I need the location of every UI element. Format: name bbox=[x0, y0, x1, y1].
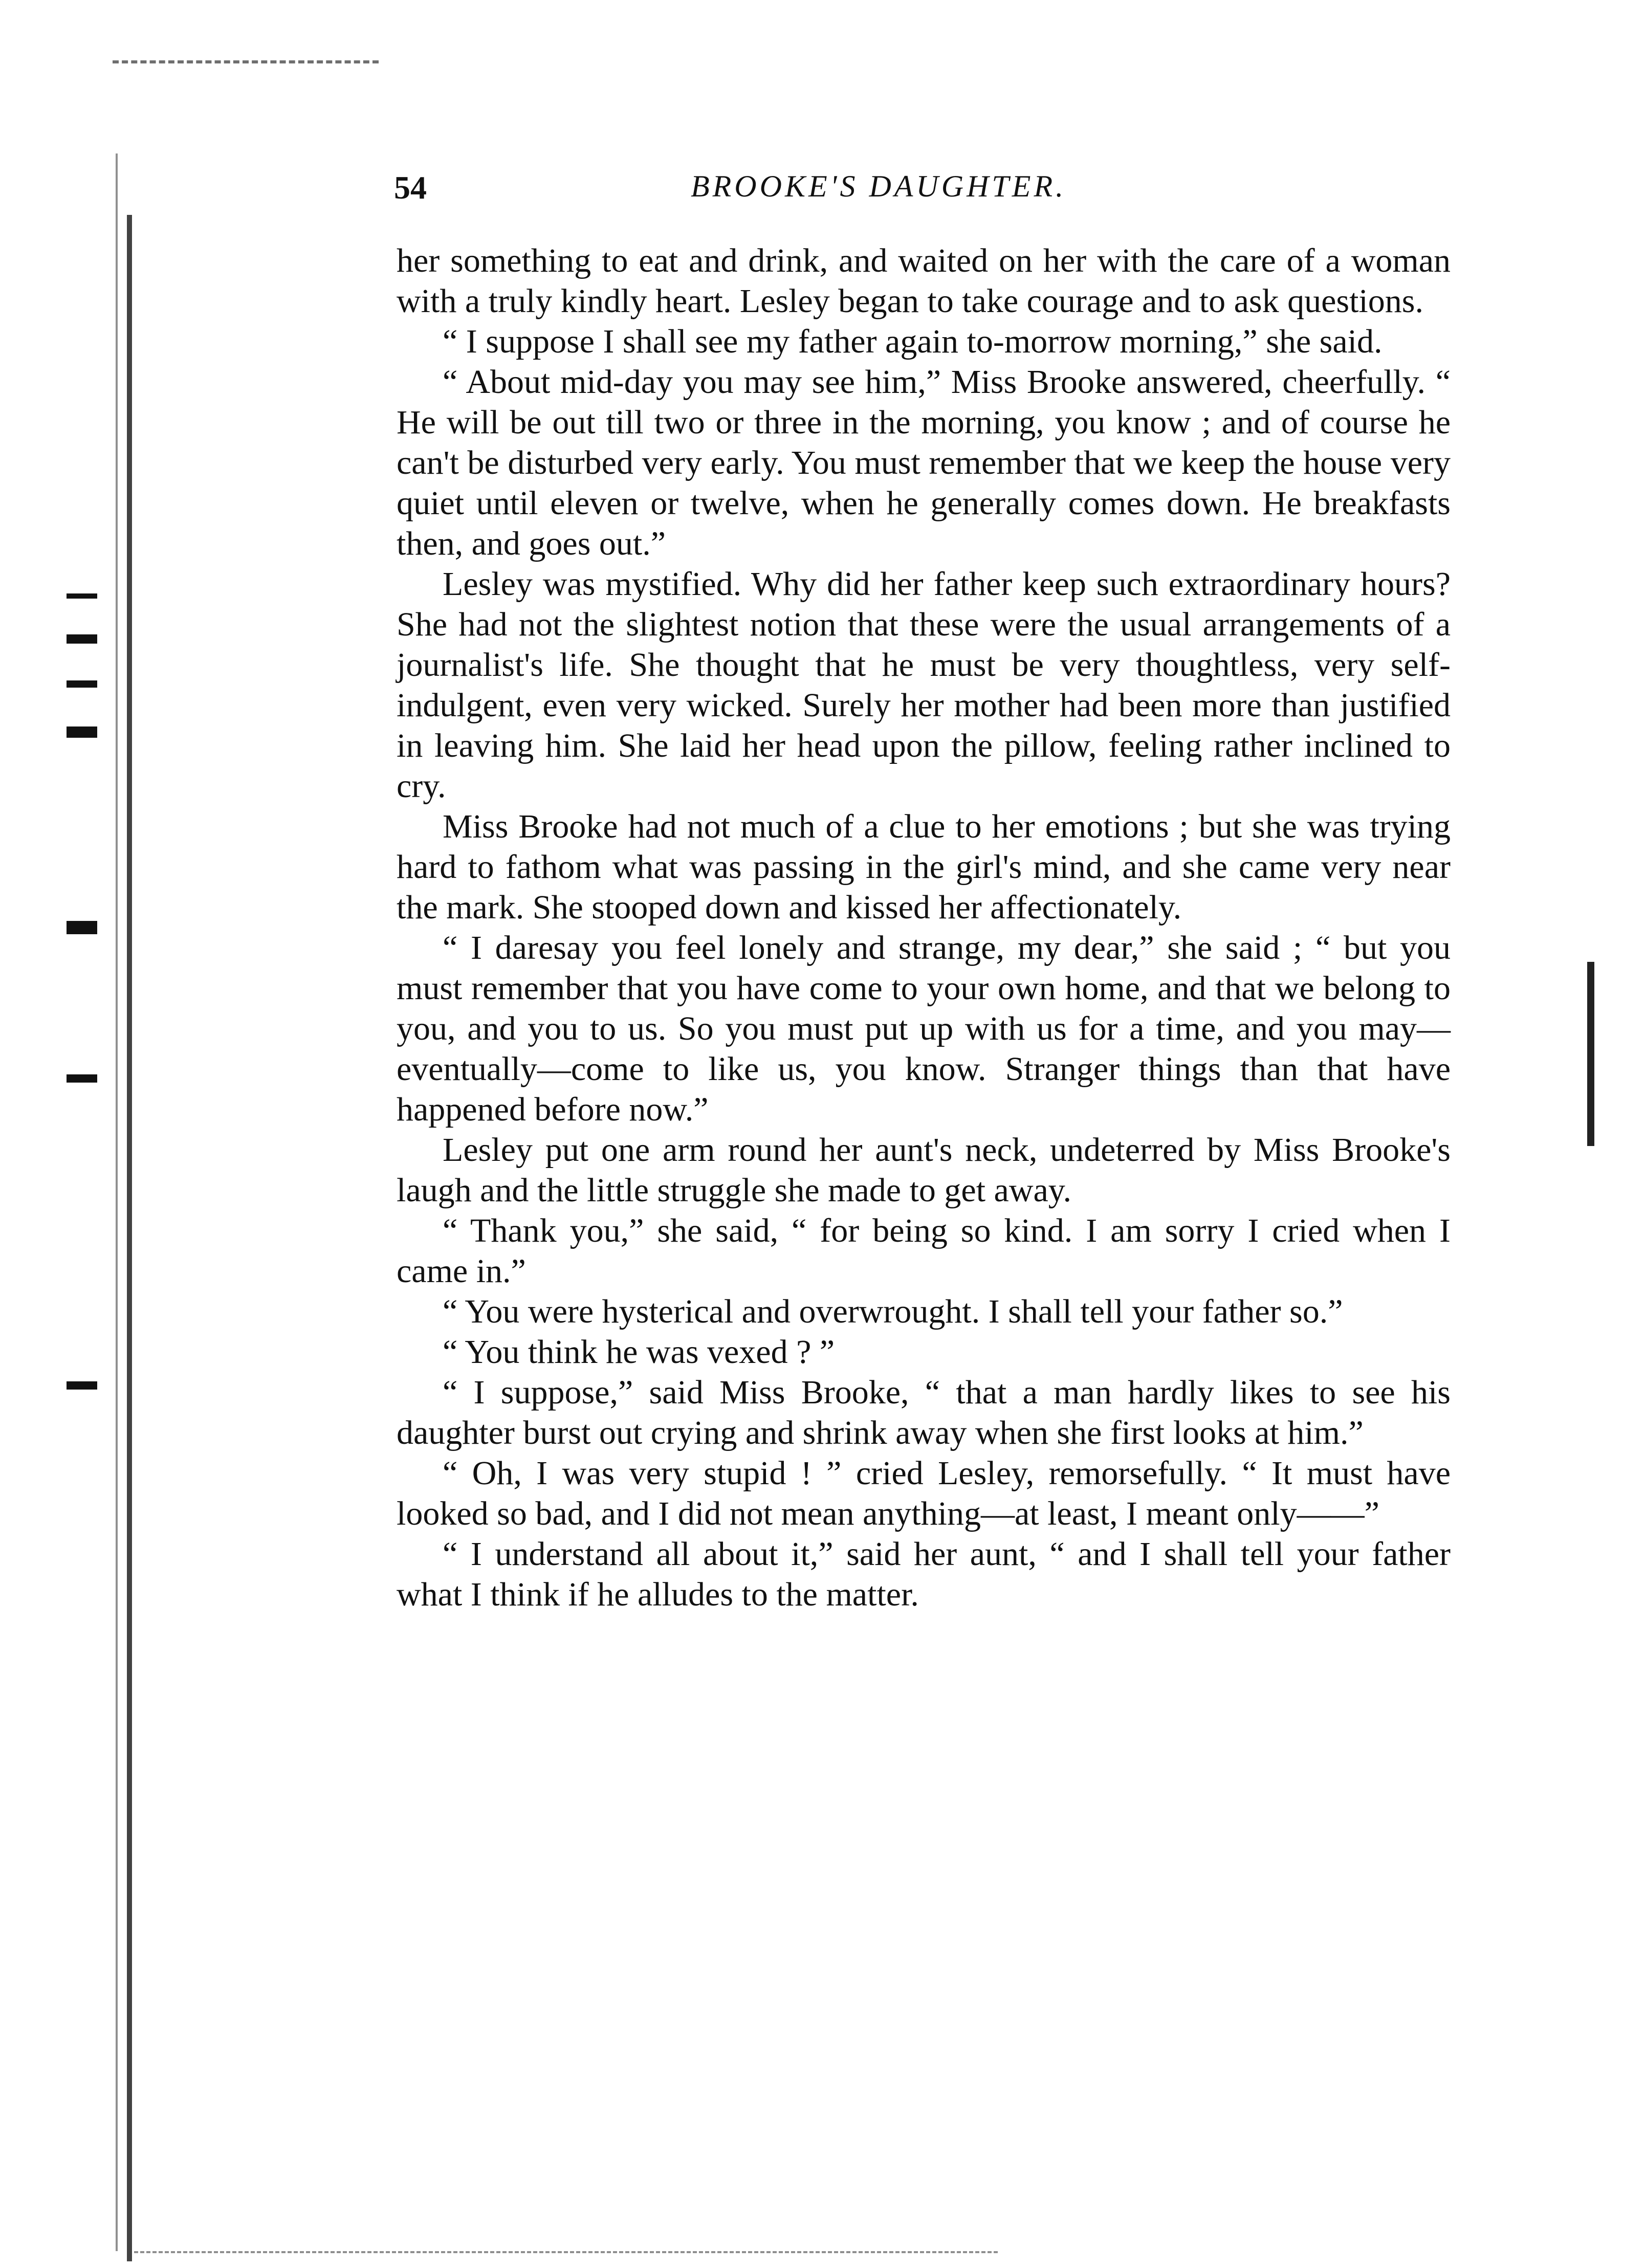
scan-artifact-bottom bbox=[128, 2251, 998, 2255]
paragraph: “ About mid-day you may see him,” Miss Brooke answered, cheerfully. “ He will be out till two or three in the morning, you know ; and of course he can't be disturbed very early. You must remember that we keep the house very quiet until eleven or twelve, when he generally comes down. He breakfasts then, and goes out.” bbox=[397, 363, 1451, 562]
paragraph: Miss Brooke had not much of a clue to her emotions ; but she was trying hard to fathom what was passing in the girl's mind, and she came very near the mark. She stooped down and kissed her affectionately. bbox=[397, 808, 1451, 926]
paragraph: Lesley was mystified. Why did her father keep such extraordinary hours? She had not the slightest notion that these were the usual arrangements of a journalist's life. She thought that he must be very thoughtless, very self-indulgent, even very wicked. Surely her mother had been more than justified in leaving him. She laid her head upon the pillow, feeling rather inclined to cry. bbox=[397, 565, 1451, 805]
margin-tick bbox=[67, 1381, 97, 1390]
binding-edge-thin bbox=[116, 153, 118, 2251]
paragraph: “ You were hysterical and overwrought. I shall tell your father so.” bbox=[443, 1293, 1343, 1330]
margin-tick bbox=[67, 726, 97, 738]
paragraph: “ Oh, I was very stupid ! ” cried Lesley, remorsefully. “ It must have looked so bad, and I did not mean anything—at least, I meant only——” bbox=[397, 1455, 1451, 1532]
running-title: BROOKE'S DAUGHTER. bbox=[691, 169, 1067, 203]
paragraph: her something to eat and drink, and waited on her with the care of a woman with a truly kindly heart. Lesley began to take courage and to ask questions. bbox=[397, 242, 1451, 320]
paragraph: “ I suppose,” said Miss Brooke, “ that a man hardly likes to see his daughter burst out crying and shrink away when she first looks at him.” bbox=[397, 1374, 1451, 1451]
body-text bbox=[397, 240, 1451, 1615]
paragraph: “ I suppose I shall see my father again to-morrow morning,” she said. bbox=[443, 323, 1383, 360]
margin-tick bbox=[67, 1074, 97, 1083]
paragraph: Lesley put one arm round her aunt's neck, undeterred by Miss Brooke's laugh and the little struggle she made to get away. bbox=[397, 1131, 1451, 1209]
page-number: 54 bbox=[394, 169, 427, 206]
paragraph: “ You think he was vexed ? ” bbox=[443, 1333, 835, 1371]
paragraph: “ Thank you,” she said, “ for being so kind. I am sorry I cried when I came in.” bbox=[397, 1212, 1451, 1290]
running-header bbox=[394, 169, 1468, 215]
margin-tick bbox=[67, 634, 97, 644]
margin-tick bbox=[67, 680, 97, 688]
scan-artifact-top bbox=[113, 60, 379, 67]
paragraph: “ I daresay you feel lonely and strange, my dear,” she said ; “ but you must remember that you have come to your own home, and that we belong to you, and you to us. So you must put up with us for a time, and you may—eventually—come to like us, you know. Stranger things than that have happened before now.” bbox=[397, 929, 1451, 1128]
paragraph: “ I understand all about it,” said her aunt, “ and I shall tell your father what I think if he alludes to the matter. bbox=[397, 1535, 1451, 1613]
binding-edge bbox=[127, 215, 132, 2261]
margin-tick bbox=[67, 921, 97, 934]
margin-tick bbox=[67, 593, 97, 599]
scan-artifact-right bbox=[1587, 962, 1594, 1146]
